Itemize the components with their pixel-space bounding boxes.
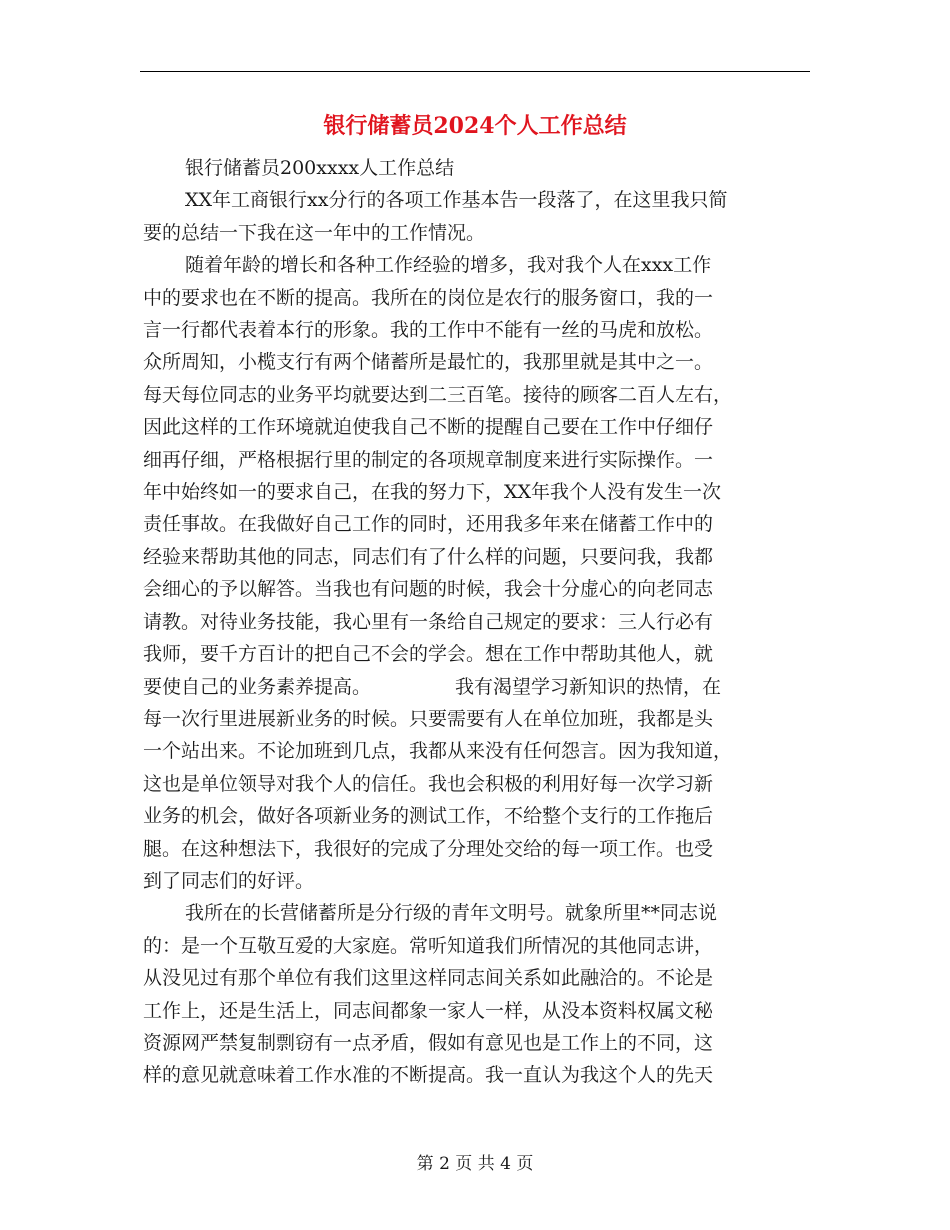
- paragraph-savings-office: [143, 897, 803, 1091]
- text-line: 腿。在这种想法下，我很好的完成了分理处交给的每一项工作。也受: [143, 837, 714, 860]
- paragraph-intro: [143, 184, 803, 249]
- text-line: 从没见过有那个单位有我们这里这样同志间关系如此融洽的。不论是: [143, 967, 714, 990]
- text-line: 年中始终如一的要求自己，在我的努力下，XX年我个人没有发生一次: [143, 481, 722, 504]
- text-line: 每一次行里进展新业务的时候。只要需要有人在单位加班，我都是头: [143, 707, 714, 730]
- text-line: 会细心的予以解答。当我也有问题的时候，我会十分虚心的向老同志: [143, 578, 714, 601]
- text-line: 业务的机会，做好各项新业务的测试工作，不给整个支行的工作拖后: [143, 805, 714, 828]
- text-line: 样的意见就意味着工作水准的不断提高。我一直认为我这个人的先天: [143, 1064, 714, 1087]
- text-line: 每天每位同志的业务平均就要达到二三百笔。接待的顾客二百人左右，: [143, 383, 733, 406]
- text-line: 细再仔细，严格根据行里的制定的各项规章制度来进行实际操作。一: [143, 448, 714, 471]
- text-line: 我所在的长营储蓄所是分行级的青年文明号。就象所里**同志说: [185, 902, 718, 925]
- text-line: 请教。对待业务技能，我心里有一条给自己规定的要求：三人行必有: [143, 610, 714, 633]
- text-line: 因此这样的工作环境就迫使我自己不断的提醒自己要在工作中仔细仔: [143, 416, 714, 439]
- text-segment: 要使自己的业务素养提高。: [143, 675, 372, 698]
- paragraph-work-experience: [143, 249, 803, 897]
- text-line: 到了同志们的好评。: [143, 869, 315, 892]
- text-line: 经验来帮助其他的同志，同志们有了什么样的问题，只要问我，我都: [143, 545, 714, 568]
- paragraph-subtitle: [143, 152, 803, 184]
- text-line: 这也是单位领导对我个人的信任。我也会积极的利用好每一次学习新: [143, 772, 714, 795]
- text-line: 工作上，还是生活上，同志间都象一家人一样，从没本资料权属文秘: [143, 999, 714, 1022]
- text-line: 众所周知，小榄支行有两个储蓄所是最忙的，我那里就是其中之一。: [143, 351, 714, 374]
- text-line: 随着年龄的增长和各种工作经验的增多，我对我个人在xxx工作: [185, 254, 712, 277]
- text-line: 要的总结一下我在这一年中的工作情况。: [143, 221, 486, 244]
- text-segment: 我有渴望学习新知识的热情，在: [455, 675, 722, 698]
- document-body: [143, 152, 803, 1092]
- text-line: 一个站出来。不论加班到几点，我都从来没有任何怨言。因为我知道，: [143, 740, 733, 763]
- text-line: 银行储蓄员200xxxx人工作总结: [185, 157, 455, 179]
- text-line-split: [143, 671, 803, 703]
- header-rule: [140, 71, 810, 72]
- text-line: 言一行都代表着本行的形象。我的工作中不能有一丝的马虎和放松。: [143, 319, 714, 342]
- text-line: 的：是一个互敬互爱的大家庭。常听知道我们所情况的其他同志讲，: [143, 934, 714, 957]
- text-line: 中的要求也在不断的提高。我所在的岗位是农行的服务窗口，我的一: [143, 286, 714, 309]
- page-number: 第 2 页 共 4 页: [416, 1154, 534, 1174]
- text-line: 我师，要千方百计的把自己不会的学会。想在工作中帮助其他人，就: [143, 643, 714, 666]
- text-line: 责任事故。在我做好自己工作的同时，还用我多年来在储蓄工作中的: [143, 513, 714, 536]
- text-line: 资源网严禁复制剽窃有一点矛盾，假如有意见也是工作上的不同，这: [143, 1031, 714, 1054]
- text-line: XX年工商银行xx分行的各项工作基本告一段落了，在这里我只简: [185, 189, 728, 212]
- document-title: 银行储蓄员2024个人工作总结: [323, 113, 627, 139]
